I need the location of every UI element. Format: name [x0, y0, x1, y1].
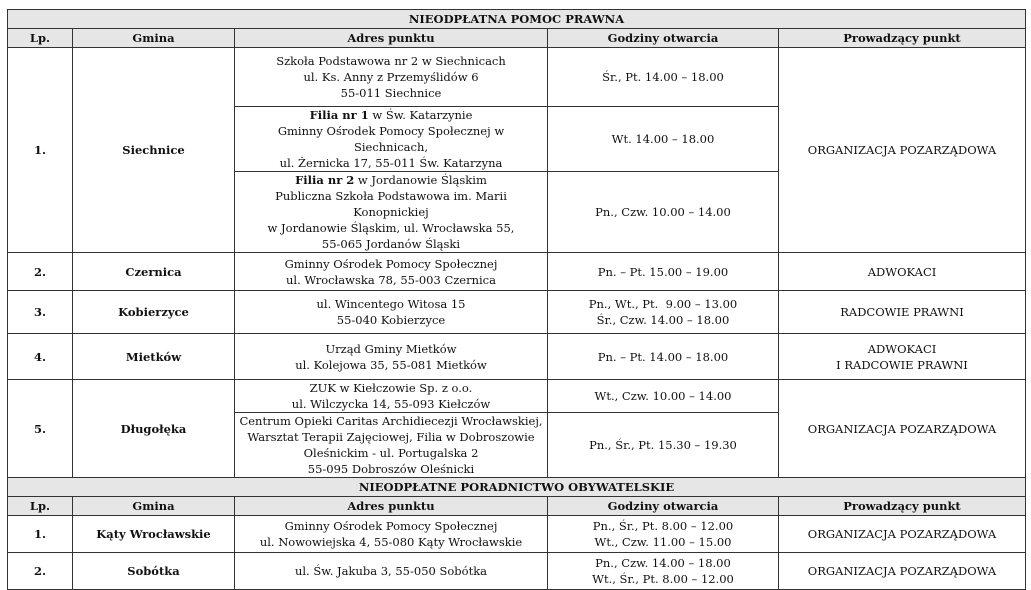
hours-cell: Śr., Pt. 14.00 – 18.00: [548, 48, 779, 107]
provider-cell: [779, 516, 1026, 553]
address-cell: [235, 291, 548, 334]
header-hours: Godziny otwarcia: [548, 497, 779, 516]
address-cell: [235, 380, 548, 413]
address-line: ul. Wilczycka 14, 55-093 Kiełczów: [291, 397, 491, 411]
hours-cell: [548, 516, 779, 553]
hours-line: Pn., Śr., Pt. 8.00 – 12.00: [592, 519, 734, 533]
hours-line: Pn., Czw. 14.00 – 18.00: [595, 556, 731, 570]
address-line: ZUK w Kiełczowie Sp. z o.o.: [309, 381, 473, 395]
hours-line: Śr., Czw. 14.00 – 18.00: [596, 313, 730, 327]
branch-location: w Jordanowie Śląskim: [354, 173, 487, 187]
header-provider: Prowadzący punkt: [779, 497, 1026, 516]
row-lp: 3.: [8, 291, 73, 334]
provider-cell: ORGANIZACJA POZARZĄDOWA: [779, 380, 1026, 478]
branch-location: w Św. Katarzynie: [368, 108, 473, 122]
address-cell: [235, 107, 548, 172]
row-lp: 5.: [8, 380, 73, 478]
provider-line: RADCOWIE PRAWNI: [840, 305, 964, 319]
address-line: Centrum Opieki Caritas Archidiecezji Wrocławskiej,: [239, 414, 543, 428]
address-line: w Jordanowie Śląskim, ul. Wrocławska 55,: [267, 221, 515, 235]
row-gmina: Kąty Wrocławskie: [73, 516, 235, 553]
hours-line: Pn., Wt., Pt. 9.00 – 13.00: [588, 297, 738, 311]
address-line: Publiczna Szkoła Podstawowa im. Marii Konopnickiej: [275, 189, 507, 219]
provider-cell: [779, 334, 1026, 380]
row-gmina: Kobierzyce: [73, 291, 235, 334]
branch-label: Filia nr 2: [295, 173, 355, 187]
address-line: 55-065 Jordanów Śląski: [321, 237, 461, 251]
hours-line: Pn. – Pt. 15.00 – 19.00: [597, 264, 729, 279]
row-gmina: Siechnice: [73, 48, 235, 253]
address-cell: [235, 172, 548, 253]
address-line: [239, 107, 543, 123]
section-title-row: [8, 478, 1026, 497]
table-row: [8, 291, 1026, 334]
hours-cell: Wt. 14.00 – 18.00: [548, 107, 779, 172]
table-row: [8, 253, 1026, 291]
provider-cell: [779, 553, 1026, 590]
address-line: ul. Św. Jakuba 3, 55-050 Sobótka: [294, 564, 488, 578]
hours-cell: Pn., Czw. 10.00 – 14.00: [548, 172, 779, 253]
hours-line: Pn. – Pt. 14.00 – 18.00: [597, 349, 729, 364]
provider-cell: [779, 291, 1026, 334]
hours-cell: Wt., Czw. 10.00 – 14.00: [548, 380, 779, 413]
branch-label: Filia nr 1: [309, 108, 369, 122]
address-line: ul. Ks. Anny z Przemyślidów 6: [303, 70, 479, 84]
table-row: [8, 334, 1026, 380]
address-line: ul. Żernicka 17, 55-011 Św. Katarzyna: [279, 156, 503, 170]
address-line: Szkoła Podstawowa nr 2 w Siechnicach: [276, 54, 506, 68]
row-lp: 1.: [8, 516, 73, 553]
header-gmina: Gmina: [73, 497, 235, 516]
address-cell: [235, 253, 548, 291]
row-lp: 1.: [8, 48, 73, 253]
address-line: Gminny Ośrodek Pomocy Społecznej: [284, 256, 498, 271]
section-title-legal-aid: NIEODPŁATNA POMOC PRAWNA: [8, 10, 1026, 29]
hours-cell: [548, 291, 779, 334]
hours-cell: [548, 334, 779, 380]
section-title-civic-advice: NIEODPŁATNE PORADNICTWO OBYWATELSKIE: [8, 478, 1026, 497]
row-lp: 2.: [8, 553, 73, 590]
hours-cell: [548, 253, 779, 291]
row-lp: 2.: [8, 253, 73, 291]
provider-line: ORGANIZACJA POZARZĄDOWA: [807, 564, 997, 578]
address-line: 55-095 Dobroszów Oleśnicki: [307, 462, 475, 476]
header-hours: Godziny otwarcia: [548, 29, 779, 48]
address-line: Gminny Ośrodek Pomocy Społecznej: [284, 519, 498, 533]
row-gmina: Długołęka: [73, 380, 235, 478]
header-lp: Lp.: [8, 497, 73, 516]
address-line: Oleśnickim - ul. Portugalska 2: [303, 446, 479, 460]
section-title-row: [8, 10, 1026, 29]
provider-line: I RADCOWIE PRAWNI: [836, 357, 968, 372]
provider-cell: ORGANIZACJA POZARZĄDOWA: [779, 48, 1026, 253]
address-line: ul. Wincentego Witosa 15: [316, 297, 466, 311]
table-header-row: [8, 497, 1026, 516]
address-cell: [235, 48, 548, 107]
hours-cell: [548, 553, 779, 590]
header-lp: Lp.: [8, 29, 73, 48]
address-line: ul. Nowowiejska 4, 55-080 Kąty Wrocławskie: [259, 535, 523, 549]
table-row: [8, 380, 1026, 413]
row-gmina: Mietków: [73, 334, 235, 380]
table-row: [8, 553, 1026, 590]
hours-line: Wt., Śr., Pt. 8.00 – 12.00: [592, 572, 734, 586]
address-cell: [235, 516, 548, 553]
legal-aid-table: [7, 9, 1026, 590]
header-address: Adres punktu: [235, 29, 548, 48]
address-cell: [235, 553, 548, 590]
provider-line: ORGANIZACJA POZARZĄDOWA: [807, 527, 997, 541]
address-line: [239, 172, 543, 188]
address-line: 55-040 Kobierzyce: [336, 313, 446, 327]
hours-line: Wt., Czw. 11.00 – 15.00: [594, 535, 732, 549]
hours-cell: Pn., Śr., Pt. 15.30 – 19.30: [548, 413, 779, 478]
table-row: [8, 516, 1026, 553]
provider-line: ADWOKACI: [867, 264, 937, 279]
address-line: ul. Wrocławska 78, 55-003 Czernica: [286, 272, 496, 287]
provider-cell: [779, 253, 1026, 291]
address-line: Urząd Gminy Mietków: [325, 341, 457, 356]
address-line: 55-011 Siechnice: [340, 86, 442, 100]
header-provider: Prowadzący punkt: [779, 29, 1026, 48]
row-lp: 4.: [8, 334, 73, 380]
table-row: [8, 48, 1026, 107]
table-header-row: [8, 29, 1026, 48]
address-cell: [235, 334, 548, 380]
address-line: Gminny Ośrodek Pomocy Społecznej w Siechnicach,: [277, 124, 505, 154]
row-gmina: Czernica: [73, 253, 235, 291]
address-line: Warsztat Terapii Zajęciowej, Filia w Dobroszowie: [247, 430, 535, 444]
row-gmina: Sobótka: [73, 553, 235, 590]
address-cell: [235, 413, 548, 478]
header-address: Adres punktu: [235, 497, 548, 516]
address-line: ul. Kolejowa 35, 55-081 Mietków: [295, 357, 487, 372]
provider-line: ADWOKACI: [867, 341, 937, 356]
header-gmina: Gmina: [73, 29, 235, 48]
